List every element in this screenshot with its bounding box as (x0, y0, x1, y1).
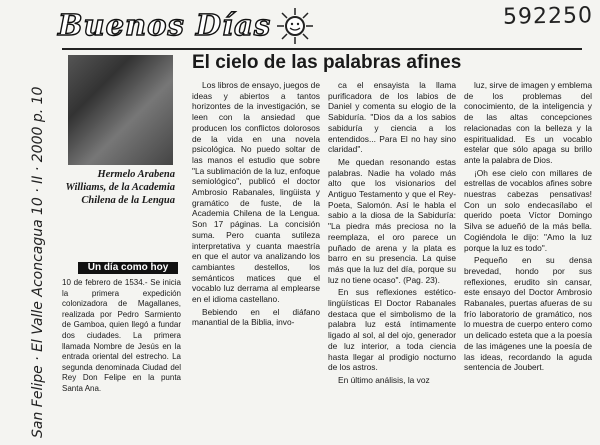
article-column-3 (464, 80, 592, 373)
article-headline: El cielo de las palabras afines (192, 52, 462, 73)
caption-line: Hermelo Arabena (97, 169, 175, 180)
paragraph: Me quedan resonando estas palabras. Nadie ha volado más alto que los visionarios del Antiguo Testamento y que el Rey-Poeta, Salomón. Así le habla el sabio a la diosa de la Sabiduría: "La piedra más preciosa no la reemplaza, el oro parece un puñado de arena y la plata es barro en su presencia. La quise más que la luz del día, porque su luz no tiene ocaso". (Pag. 23). (328, 156, 456, 285)
article-column-2 (328, 80, 456, 386)
paragraph: luz, sirve de imagen y emblema de los problemas del conocimiento, de la inteligencia y de las altas concepciones relacionadas con la belleza y la espiritualidad. Es un vocablo estelar que sólo apaga su brillo ante la palabra de Dios. (464, 80, 592, 165)
handwritten-archive-number: 592250 (502, 3, 594, 30)
caption-line: Chilena de la Lengua (81, 195, 175, 206)
photo-caption (62, 168, 175, 207)
sun-icon (275, 6, 315, 46)
margin-note-source: San Felipe · El Valle Aconcagua (30, 219, 46, 438)
paragraph: Pequeño en su densa brevedad, hondo por sus reflexiones, erudito sin cansar, este ensayo del Doctor Ambrosio Rabanales, puertas afueras de su frío laboratorio de gramático, nos lo muestra de cuerpo entero como un delicado esteta que a la poesía de las imágenes une la poesía de las ideas, recordando la aguda sentencia de Joubert. (464, 255, 592, 373)
masthead-rule (62, 48, 582, 50)
paragraph: En sus reflexiones estético-lingüísticas El Doctor Rabanales destaca que el simbolismo de la palabra luz está íntimamente ligado al sol, al del ojo, generador de luz interior, a toda ciencia hasta llegar al prodigio nocturno de los astros. (328, 287, 456, 373)
caption-line: Williams, de la Academia (65, 182, 175, 193)
section-masthead: Buenos Días (58, 8, 272, 42)
paragraph: Los libros de ensayo, juegos de ideas y abiertos a tantos horizontes de la investigación, se leen con la ansiedad que producen los conflictos dolorosos de la vida en una novela psicológica. No puedo soltar de las manos el estudio que sobre "La sublimación de la luz, enfoque semiológico", publicó el doctor Ambrosio Rabanales, lingüista y gramático de fuste, de la Academia Chilena de la Lengua. Son 17 páginas. La concisión suma. Pero cuanta sutileza interpretativa y cuanta maestría en que el autor va analizando los cambiantes destellos, los semánticos matices que el vocablo luz derrama al emplearse en el idioma castellano. (192, 80, 320, 305)
article-column-1 (192, 80, 320, 328)
sidebar-title-text: Un día como hoy (87, 262, 169, 273)
sidebar-title (78, 262, 178, 274)
paragraph: ca el ensayista la llama purificadora de los labios de Daniel y comenta su elogio de la Sabiduría. "Dios da a los sabios sabiduría y ciencia a los entendidos... Para El no hay sino claridad". (328, 80, 456, 155)
paragraph: ¡Oh ese cielo con millares de estrellas de vocablos afines sobre nuestras cabezas pensativas! Con un solo endecasílabo el querido poeta Víctor Domingo Silva se adueñó de la más bella. Cogiéndola le dijo: "Amo la luz porque la luz es todo". (464, 167, 592, 253)
margin-note-date: 10 · II · 2000 p. 10 (30, 86, 46, 215)
author-photo (68, 55, 173, 165)
sidebar-body: 10 de febrero de 1534.- Se inicia la primera expedición colonizadora de Magallanes, realizada por Pedro Sarmiento de Gamboa, quien llegó a fundar dos ciudades. La primera llamada Nombre de Jesús en la entrada oriental del estrecho. La segunda denominada Ciudad del Rey Don Felipe en la punta Santa Ana. (62, 278, 181, 393)
paragraph: En último análisis, la voz (338, 374, 430, 385)
paragraph: Bebiendo en el diáfano manantial de la Biblia, invo- (192, 306, 320, 328)
